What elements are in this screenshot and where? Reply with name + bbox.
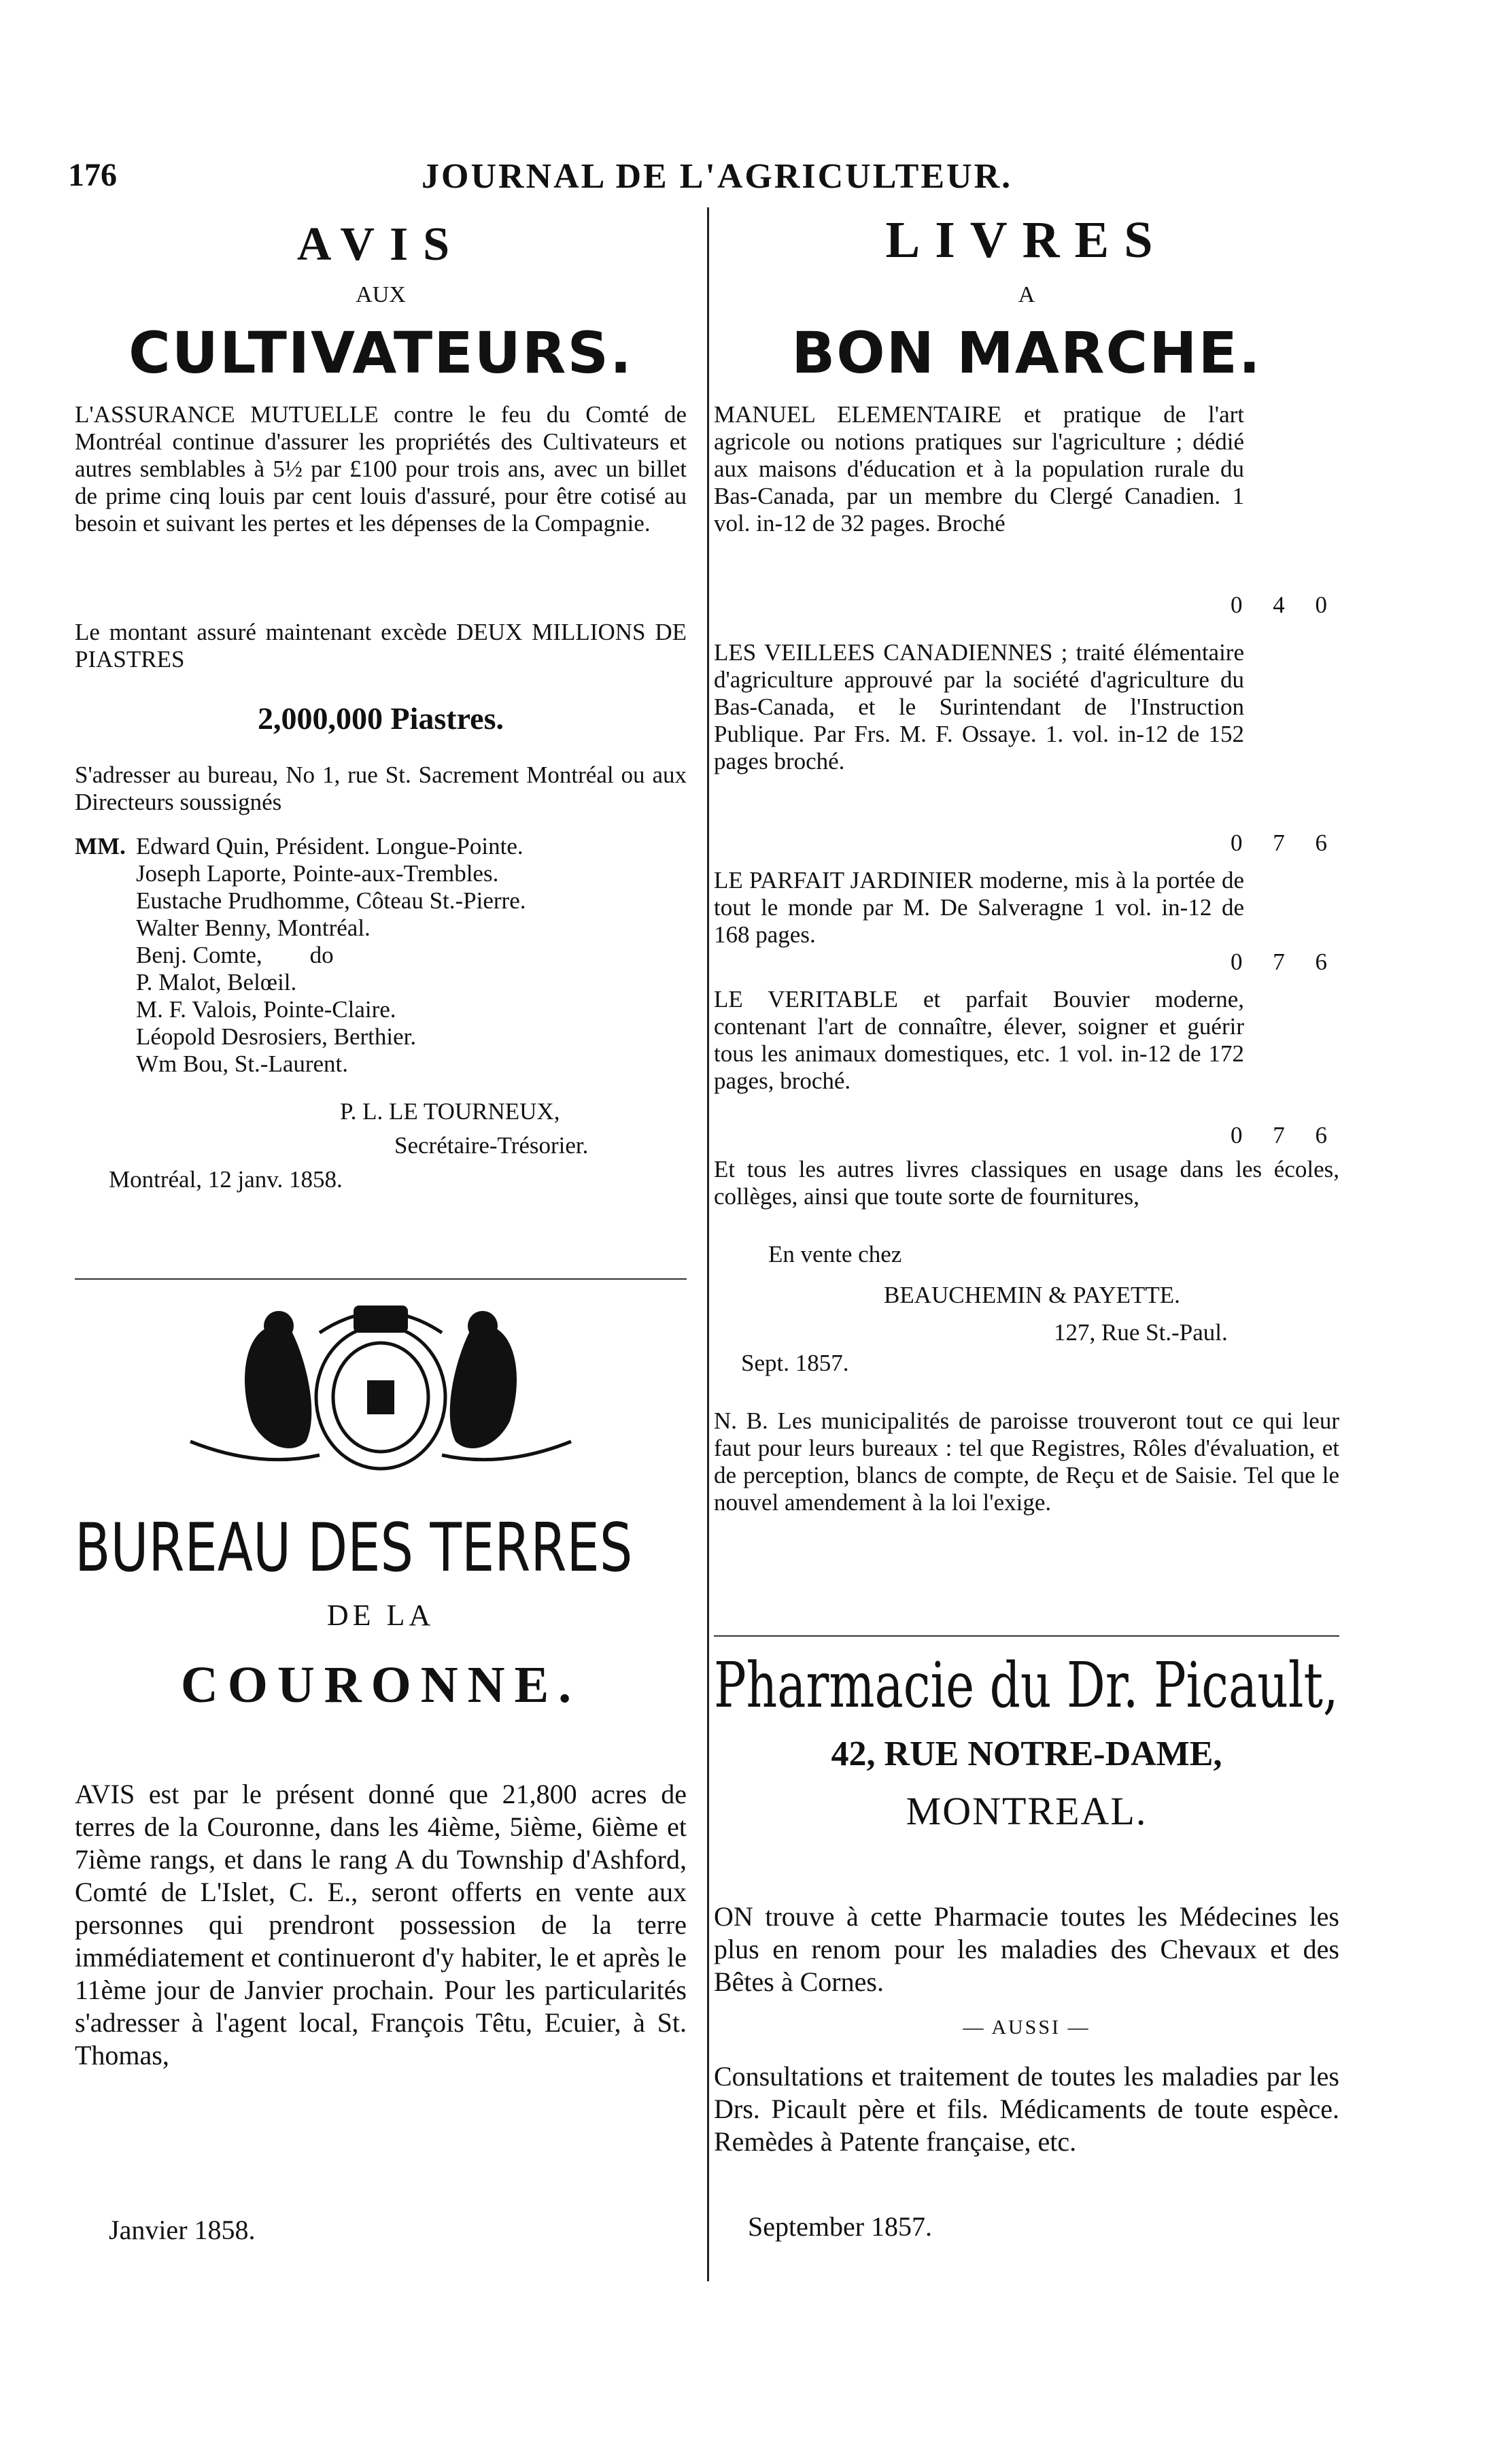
- en-vente-label: En vente chez: [768, 1241, 902, 1267]
- bureau-terres-heading: BUREAU DES TERRES: [75, 1510, 633, 1587]
- royal-arms-icon: [136, 1285, 625, 1489]
- bon-marche-heading: BON MARCHE.: [791, 320, 1262, 386]
- section-rule: [714, 1635, 1339, 1637]
- directors-prefix: MM.: [75, 833, 126, 859]
- seller-address: 127, Rue St.-Paul.: [1054, 1319, 1228, 1346]
- terres-date: Janvier 1858.: [109, 2215, 256, 2245]
- column-divider: [707, 207, 709, 2281]
- section-rule: [75, 1278, 687, 1280]
- books-closing: Et tous les autres livres classiques en usage dans les écoles, collèges, ainsi que toute sorte de fournitures,: [714, 1156, 1339, 1210]
- de-la-label: DE LA: [326, 1599, 435, 1632]
- terres-body: AVIS est par le présent donné que 21,800 acres de terres de la Couronne, dans les 4ième, 5ième, 6ième et 7ième rangs, et dans le rang A du Township d'Ashford, Comté de L'Islet, C. E., seront offerts en vente aux personnes qui prendront possession de la terre immédiatement et continueront d'y habiter, le et après le 11ème jour de Janvier prochain. Pour les particularités s'adresser à l'agent local, François Têtu, Ecuier, à St. Thomas,: [75, 1779, 687, 2070]
- book-price: 0 4 0: [1231, 592, 1339, 618]
- signature-name: P. L. LE TOURNEUX,: [340, 1098, 560, 1125]
- director-line: Benj. Comte, do: [136, 942, 334, 968]
- aussi-label: — AUSSI —: [963, 2016, 1090, 2039]
- book-listing: MANUEL ELEMENTAIRE et pratique de l'art agricole ou notions pratiques sur l'agriculture ; dédié aux maisons d'éducation et à la population rurale du Bas-Canada, par un membre du Clergé Canadien. 1 vol. in-12 de 32 pages. Broché: [714, 401, 1244, 536]
- page-header: [68, 156, 1360, 211]
- director-line: Wm Bou, St.-Laurent.: [136, 1051, 349, 1077]
- address-text: S'adresser au bureau, No 1, rue St. Sacrement Montréal ou aux Directeurs soussignés: [75, 762, 687, 815]
- page-number: 176: [68, 157, 117, 193]
- couronne-heading: COURONNE.: [180, 1656, 581, 1713]
- director-line: Léopold Desrosiers, Berthier.: [136, 1023, 417, 1050]
- director-line: Joseph Laporte, Pointe-aux-Trembles.: [136, 860, 499, 887]
- book-listing: LES VEILLEES CANADIENNES ; traité élémentaire d'agriculture approuvé par la société d'agriculture du Bas-Canada, et le Surintendant de l'Instruction Publique. Par Frs. M. F. Ossaye. 1. vol. in-12 de 152 pages broché.: [714, 639, 1244, 774]
- livres-date: Sept. 1857.: [741, 1350, 849, 1376]
- pharmacie-body-1: ON trouve à cette Pharmacie toutes les Médecines les plus en renom pour les maladies des Chevaux et des Bêtes à Cornes.: [714, 1901, 1339, 1997]
- amount-heading: 2,000,000 Piastres.: [257, 701, 504, 736]
- a-label: A: [1018, 282, 1035, 307]
- book-listing: LE PARFAIT JARDINIER moderne, mis à la portée de tout le monde par M. De Salveragne 1 vol. in-12 de 168 pages.: [714, 867, 1244, 948]
- livres-section: [714, 204, 1339, 1598]
- pharmacie-address: 42, RUE NOTRE-DAME,: [831, 1735, 1222, 1773]
- director-line: M. F. Valois, Pointe-Claire.: [136, 996, 396, 1023]
- avis-date: Montréal, 12 janv. 1858.: [109, 1166, 343, 1193]
- avis-cultivateurs-section: [75, 204, 687, 1251]
- seller-name: BEAUCHEMIN & PAYETTE.: [884, 1282, 1180, 1308]
- book-price: 0 7 6: [1231, 830, 1339, 856]
- journal-title: JOURNAL DE L'AGRICULTEUR.: [422, 157, 1013, 196]
- director-line: Walter Benny, Montréal.: [136, 915, 371, 941]
- pharmacie-heading: Pharmacie du Dr. Picault,: [714, 1649, 1339, 1722]
- pharmacie-date: September 1857.: [748, 2211, 933, 2242]
- book-listing: LE VERITABLE et parfait Bouvier moderne, contenant l'art de connaître, élever, soigner et guérir tous les animaux domestiques, etc. 1 vol. in-12 de 172 pages, broché.: [714, 986, 1244, 1094]
- signature-title: Secrétaire-Trésorier.: [394, 1132, 589, 1159]
- avis-title: AVIS: [296, 218, 465, 271]
- cultivateurs-heading: CULTIVATEURS.: [128, 320, 633, 386]
- insurance-amount-text: Le montant assuré maintenant excède DEUX MILLIONS DE PIASTRES: [75, 619, 687, 672]
- municipal-note: N. B. Les municipalités de paroisse trouveront tout ce qui leur faut pour leurs bureaux : tel que Registres, Rôles d'évaluation, et de perception, blancs de compte, de Reçu et de Saisie. Tel que le nouvel amendement à la loi l'exige.: [714, 1408, 1339, 1516]
- pharmacie-city: MONTREAL.: [906, 1789, 1148, 1833]
- pharmacie-section: [714, 1649, 1339, 2295]
- livres-title: LIVRES: [885, 211, 1168, 269]
- insurance-body: L'ASSURANCE MUTUELLE contre le feu du Comté de Montréal continue d'assurer les propriétés des Cultivateurs et autres semblables à 5½ par £100 pour trois ans, avec un billet de prime cinq louis par cent louis d'assuré, pour être cotisé au besoin et suivant les pertes et les dépenses de la Compagnie.: [75, 401, 687, 536]
- bureau-terres-section: [75, 1510, 687, 2291]
- book-price: 0 7 6: [1231, 1122, 1339, 1148]
- book-price: 0 7 6: [1231, 949, 1339, 975]
- director-line: Eustache Prudhomme, Côteau St.-Pierre.: [136, 887, 526, 914]
- director-line: P. Malot, Belœil.: [136, 969, 297, 995]
- pharmacie-body-2: Consultations et traitement de toutes les maladies par les Drs. Picault père et fils. Médicaments de toute espèce. Remèdes à Patente française, etc.: [714, 2061, 1339, 2157]
- aux-label: AUX: [356, 282, 406, 307]
- director-line: Edward Quin, Président. Longue-Pointe.: [136, 833, 523, 859]
